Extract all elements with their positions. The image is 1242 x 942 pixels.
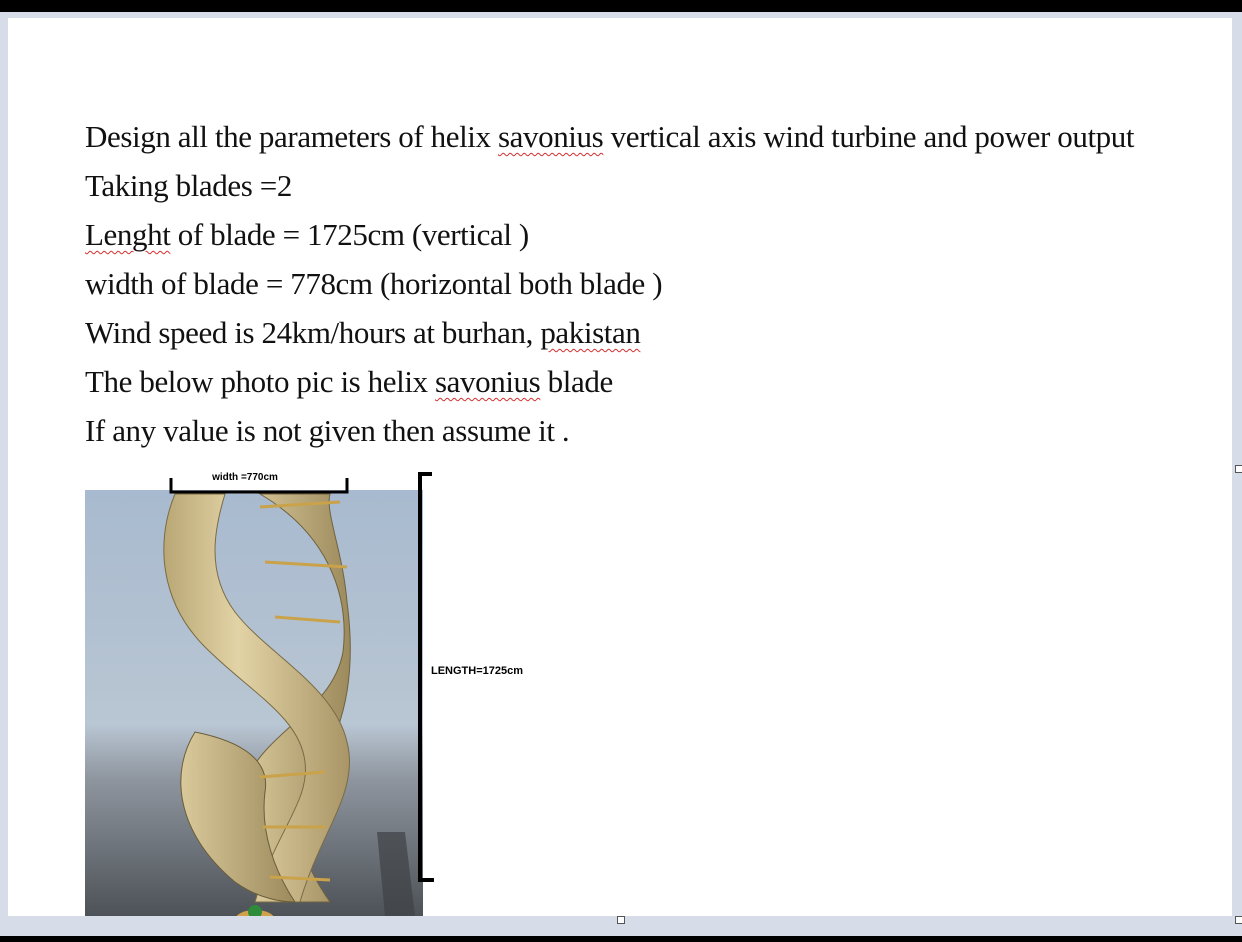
document-body-text[interactable]	[85, 112, 1232, 455]
text-run: Design all the parameters of helix	[85, 119, 498, 154]
text-run: width of blade = 778cm (horizontal both blade )	[85, 266, 663, 301]
text-run: blade	[540, 364, 613, 399]
text-run: The below photo pic is helix	[85, 364, 436, 399]
document-page[interactable]	[8, 18, 1232, 916]
text-run: Taking blades =2	[85, 168, 292, 203]
misspelled-word: savonius	[497, 119, 604, 154]
length-annotation	[398, 470, 618, 890]
window-bottom-bar	[0, 936, 1242, 942]
window-top-bar	[0, 0, 1242, 12]
misspelled-word: Lenght	[85, 217, 171, 252]
resize-handle-corner[interactable]	[1235, 916, 1242, 924]
width-label: width =770cm	[212, 472, 278, 483]
text-line[interactable]	[85, 308, 1232, 357]
text-line[interactable]	[85, 357, 1232, 406]
text-run: vertical axis wind turbine and power output	[603, 119, 1135, 154]
turbine-image[interactable]	[85, 472, 435, 916]
misspelled-word: pakistan	[540, 315, 641, 350]
text-run: Wind speed is 24km/hours at burhan,	[85, 315, 541, 350]
turbine-drawing	[85, 472, 435, 916]
length-bracket	[420, 474, 434, 880]
length-label: LENGTH=1725cm	[431, 665, 524, 677]
text-line[interactable]	[85, 259, 1232, 308]
resize-handle-bottom[interactable]	[617, 916, 625, 924]
text-run: If any value is not given then assume it .	[85, 413, 570, 448]
text-run: of blade = 1725cm (vertical )	[170, 217, 529, 252]
text-line[interactable]	[85, 161, 1232, 210]
text-line[interactable]	[85, 210, 1232, 259]
text-line[interactable]	[85, 406, 1232, 455]
resize-handle-right[interactable]	[1235, 465, 1242, 473]
text-line[interactable]	[85, 112, 1232, 161]
misspelled-word: savonius	[435, 364, 541, 399]
